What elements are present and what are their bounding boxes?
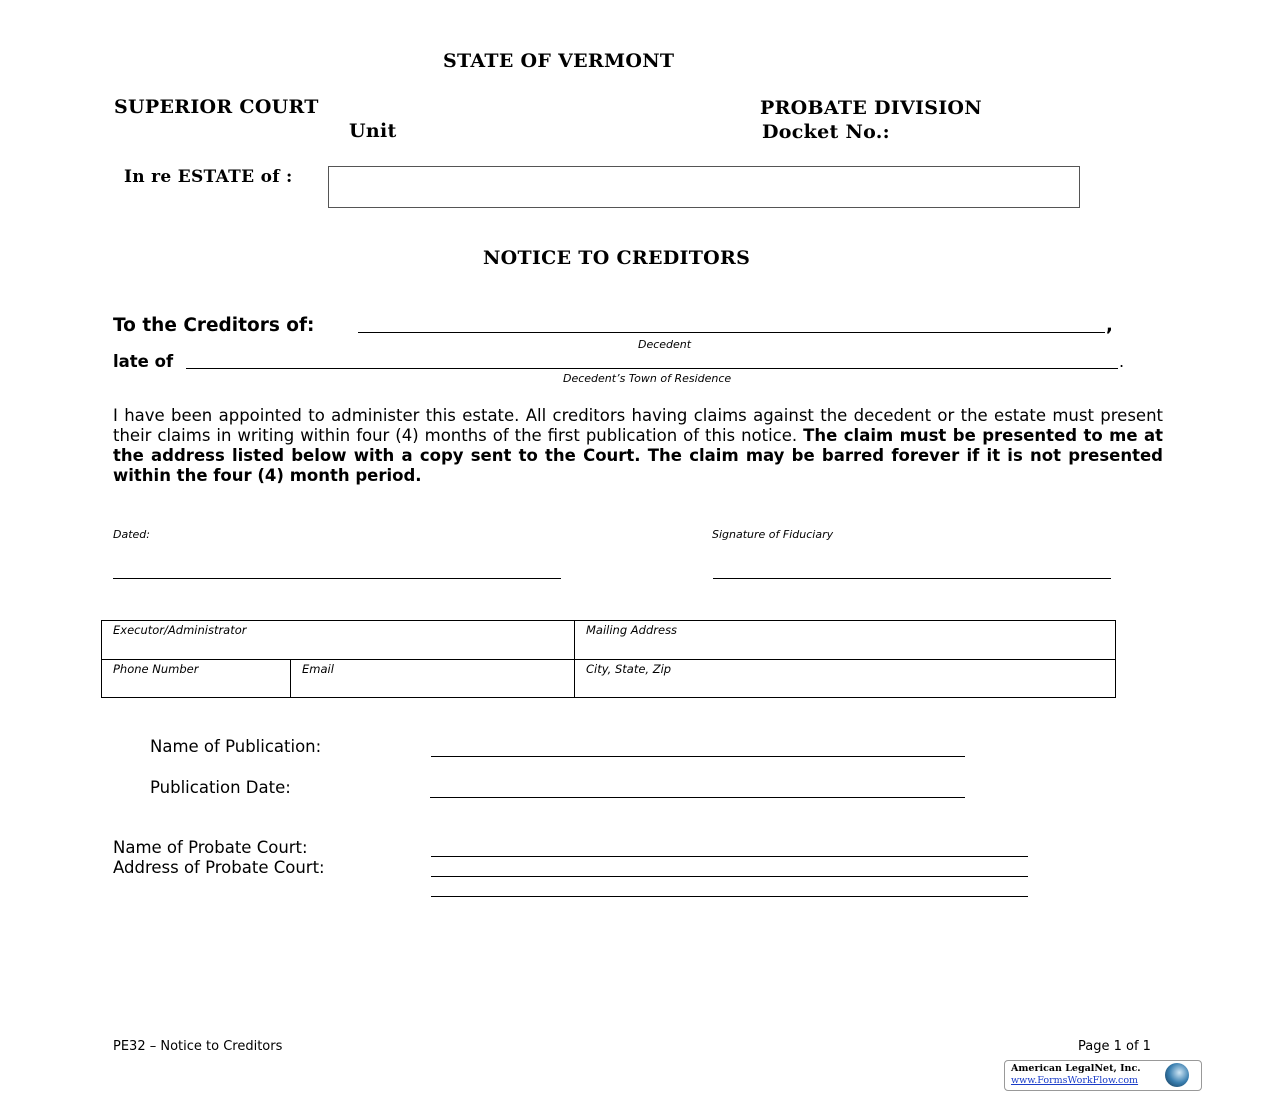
court-name-field[interactable] [431, 856, 1028, 857]
mailing-label: Mailing Address [586, 623, 678, 637]
division-heading: PROBATE DIVISION [760, 97, 982, 119]
court-name-label: Name of Probate Court: [113, 838, 308, 857]
phone-label: Phone Number [113, 662, 199, 676]
dated-label: Dated: [113, 528, 150, 541]
town-field[interactable] [186, 368, 1118, 369]
form-id: PE32 – Notice to Creditors [113, 1039, 283, 1054]
city-label: City, State, Zip [586, 662, 672, 676]
notice-title: NOTICE TO CREDITORS [483, 247, 751, 269]
publication-date-field[interactable] [430, 797, 965, 798]
signature-field[interactable] [713, 578, 1111, 579]
mailing-cell[interactable] [574, 620, 1116, 660]
globe-icon [1165, 1063, 1189, 1087]
city-cell[interactable] [574, 659, 1116, 698]
email-cell[interactable] [290, 659, 575, 698]
unit-label: Unit [349, 120, 397, 142]
late-of-label: late of [113, 352, 174, 371]
logo-url[interactable]: www.FormsWorkFlow.com [1011, 1075, 1139, 1086]
legalnet-logo[interactable] [1004, 1060, 1202, 1091]
court-heading: SUPERIOR COURT [114, 96, 319, 118]
phone-cell[interactable] [101, 659, 291, 698]
estate-label: In re ESTATE of : [124, 167, 293, 187]
email-label: Email [302, 662, 334, 676]
publication-date-label: Publication Date: [150, 778, 291, 797]
decedent-caption: Decedent [638, 338, 692, 351]
estate-field[interactable] [328, 166, 1080, 208]
creditors-label: To the Creditors of: [113, 315, 315, 336]
town-caption: Decedent’s Town of Residence [563, 372, 732, 385]
court-address-field-1[interactable] [431, 876, 1028, 877]
docket-label: Docket No.: [762, 121, 890, 143]
court-address-label: Address of Probate Court: [113, 858, 325, 877]
body-bold-text: The claim must be presented to me at the address listed below with a copy sent to the Court. The claim may be barred forever if it is not presented within the four (4) month period. [113, 426, 1164, 485]
body-text: I have been appointed to administer this estate. All creditors having claims against the decedent or the estate must present their claims in writing within four (4) months of the first publication of this notice. [113, 406, 1163, 445]
dated-field[interactable] [113, 578, 561, 579]
publication-name-label: Name of Publication: [150, 737, 322, 756]
publication-name-field[interactable] [431, 756, 965, 757]
document-page: STATE OF VERMONT SUPERIOR COURT Unit PROBATE DIVISION Docket No.: In re ESTATE of : NOTICE TO CREDITORS To the Creditors of: , Decedent late of . Decedent’s Town of Residence I have been appointed to administer this estate. All creditors having claims against the decedent or the estate must present their claims in writing within four (4) months of the first publication of this notice. The claim must be presented to me at the address listed below with a copy sent to the Court. The claim may be barred forever if it is not presented within the four (4) month period. Dated: Signature of Fiduciary Executor/Administrator Mailing Address Phone Number Email City, State, Zip Name of Publication: Publication Date: Name of Probate Court: Address of Probate Court: PE32 – Notice to Creditors Page 1 of 1 American LegalNet, Inc. www.FormsWorkFlow.com [0, 0, 1275, 1100]
court-address-field-2[interactable] [431, 896, 1028, 897]
body-paragraph [113, 406, 1163, 486]
logo-company: American LegalNet, Inc. [1011, 1063, 1141, 1074]
decedent-field[interactable] [358, 332, 1105, 333]
page-number: Page 1 of 1 [1078, 1039, 1151, 1054]
executor-label: Executor/Administrator [113, 623, 247, 637]
executor-cell[interactable] [101, 620, 575, 660]
state-heading: STATE OF VERMONT [443, 50, 675, 72]
signature-label: Signature of Fiduciary [712, 528, 834, 541]
